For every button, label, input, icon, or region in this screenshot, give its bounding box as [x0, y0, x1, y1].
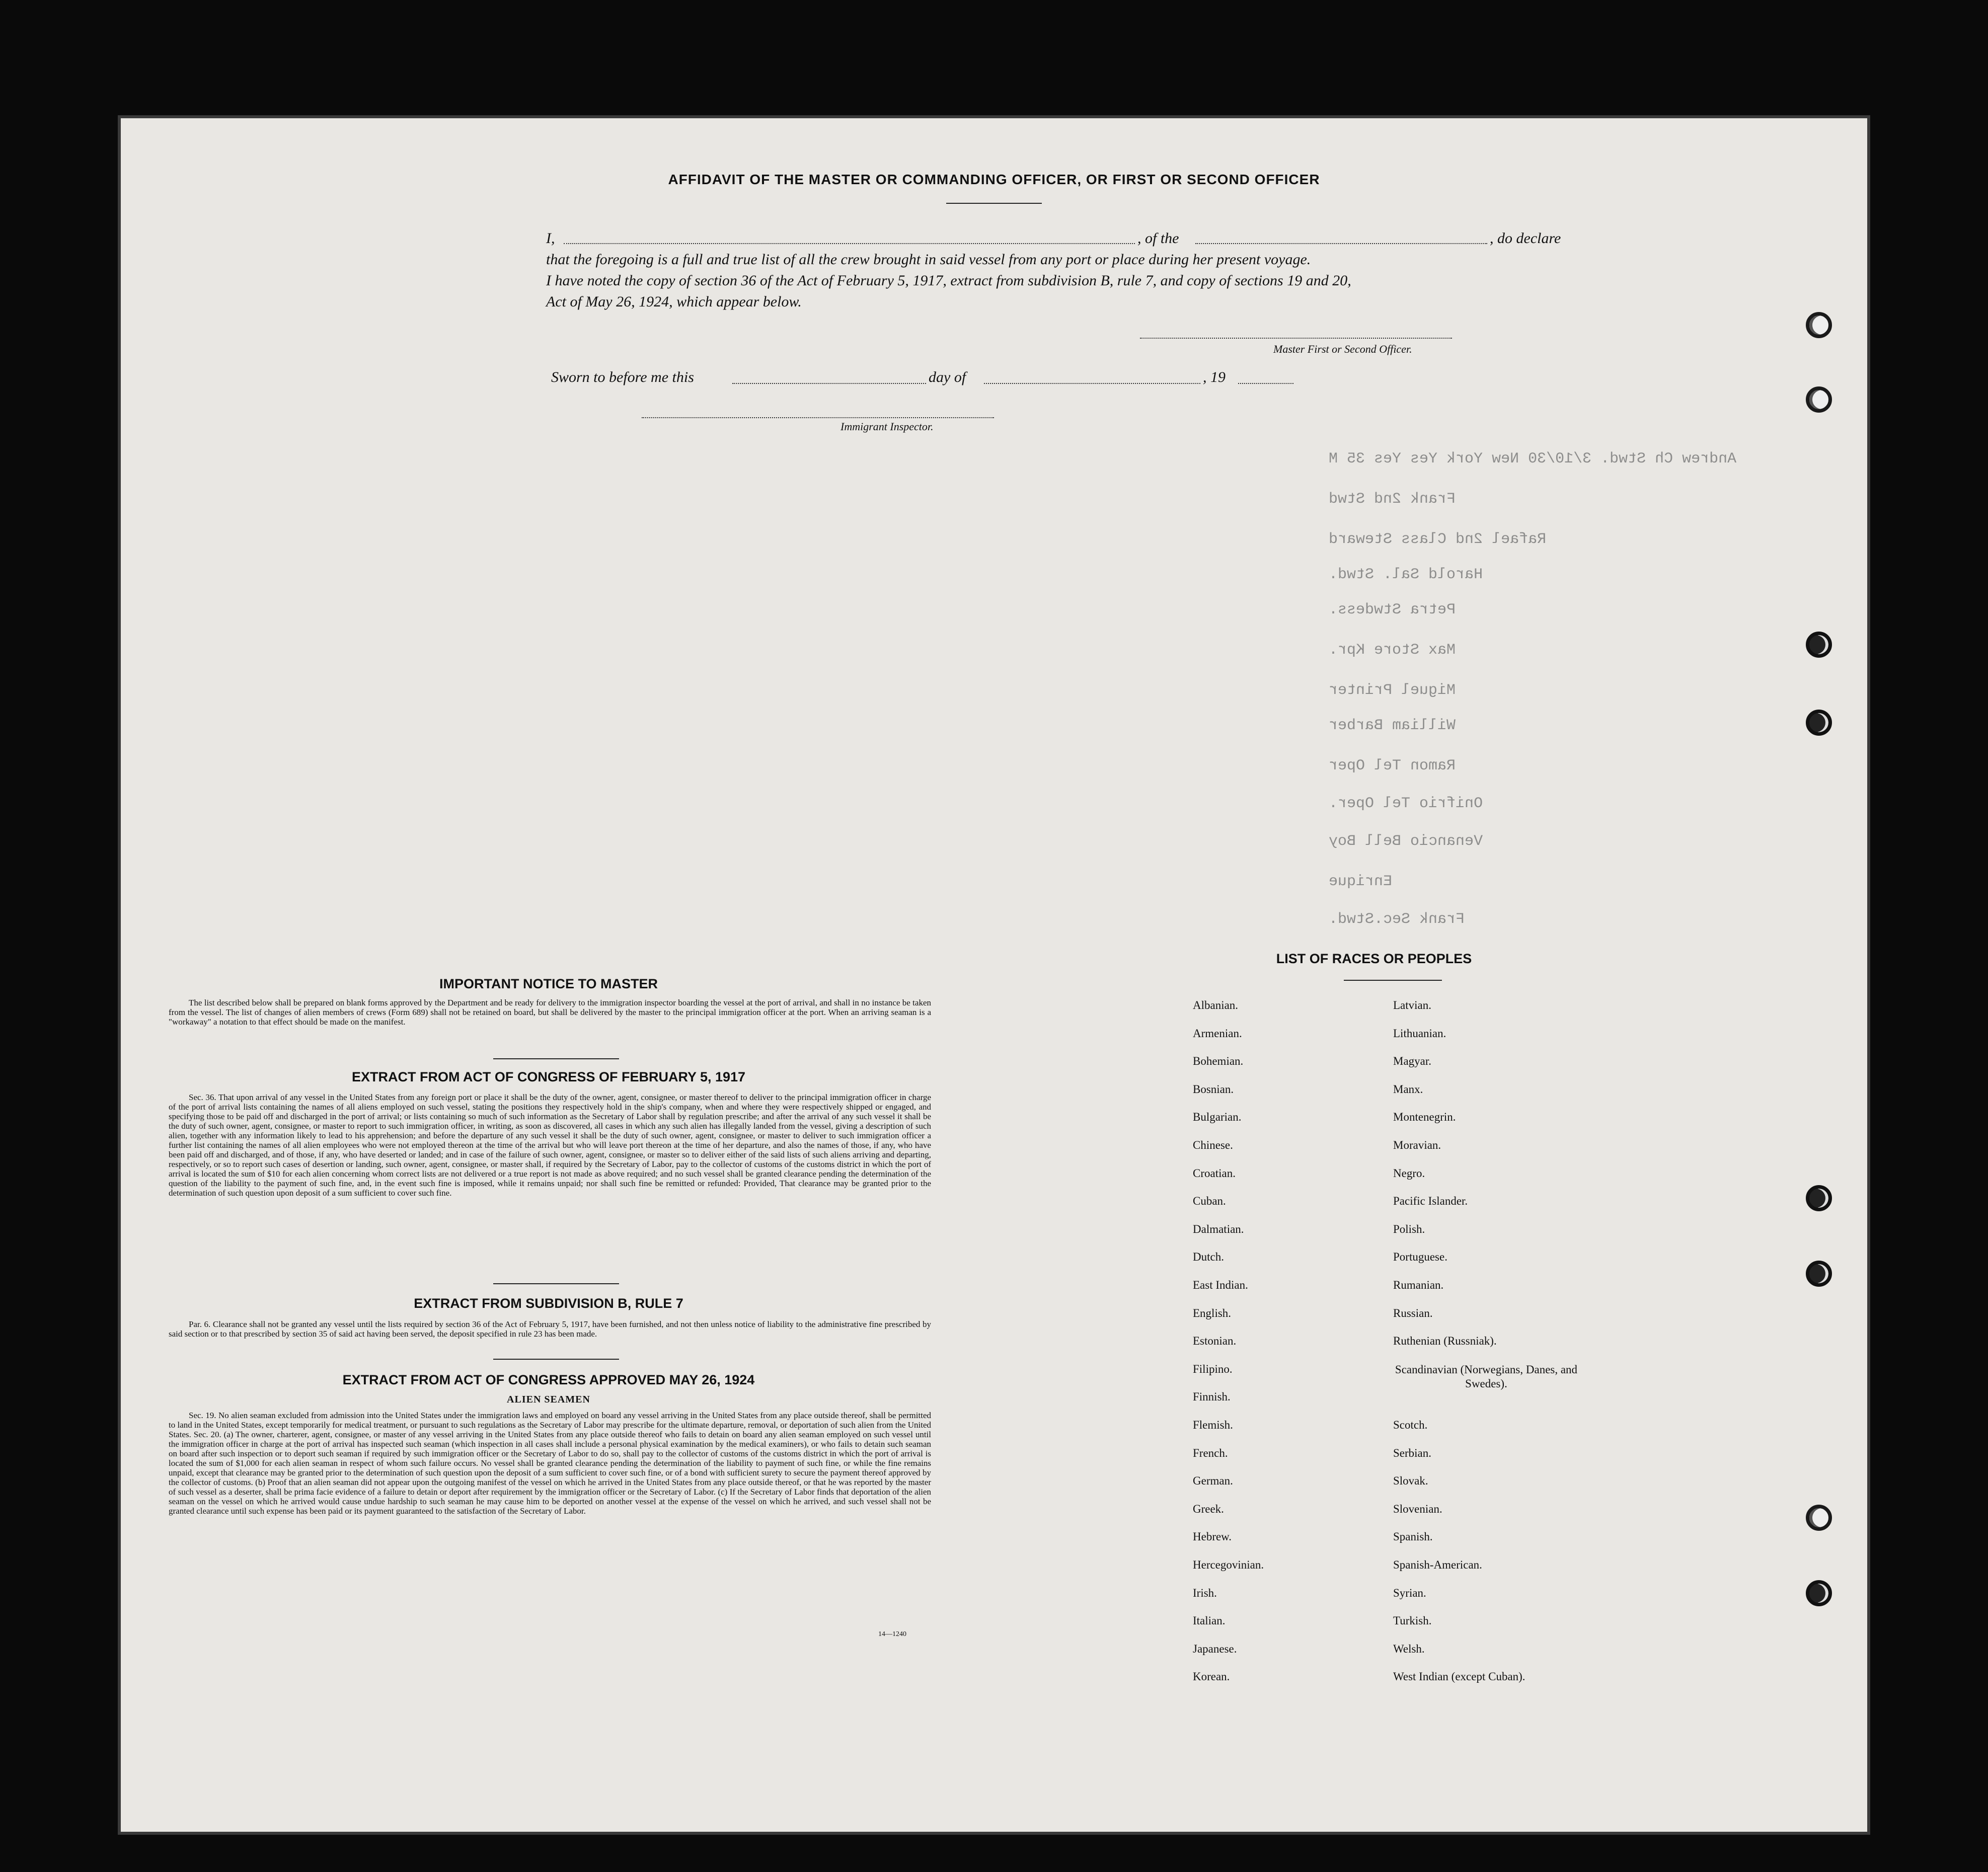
vessel-name-field[interactable]: [1195, 243, 1487, 244]
punch-hole: [1806, 312, 1832, 338]
affidavit-line-2: that the foregoing is a full and true list of all the crew brought in said vessel from any port or place during her present voyage.: [546, 251, 1311, 268]
race-item: Scandinavian (Norwegians, Danes, and Swedes).: [1395, 1363, 1578, 1390]
affidavit-line-4: Act of May 26, 1924, which appear below.: [546, 293, 802, 310]
race-item: Portuguese.: [1393, 1251, 1447, 1264]
punch-hole: [1806, 1185, 1832, 1211]
race-item: Syrian.: [1393, 1586, 1426, 1599]
master-signature-label: Master First or Second Officer.: [1273, 343, 1412, 355]
race-item: Croatian.: [1193, 1166, 1236, 1180]
extract-1917-body: Sec. 36. That upon arrival of any vessel in the United States from any foreign port or place it shall be the duty of the owner, agent, consignee, or master thereof to deliver to the principal immigration officer in charge of the port of arrival lists containing the names of all aliens employed on such vessel, stating the positions they respectively hold in the ship's company, when and where they were respectively shipped or engaged, and specifying those to be paid off and discharged in the port of arrival; or lists containing so much of such information as the Secretary of Labor shall by regulation prescribe; and after the arrival of any such vessel it shall be the duty of such owner, agent, consignee, or master to report to such immigration officer, in writing, as soon as discovered, all cases in which any such alien has illegally landed from the vessel, giving a description of such alien, together with any information likely to lead to his apprehension; and before the departure of any such vessel it shall be the duty of such owner, agent, consignee, or master to deliver to such immigration officer a further list containing the names of all alien employees who were not employed thereon at the time of the arrival but who will leave port thereon at the time of her departure, and also the names of those, if any, who have been paid off and discharged, and of those, if any, who have deserted or landed; and in case of the failure of such owner, agent, consignee, or master so to deliver either of the said lists of such aliens arriving and departing, respectively, or so to report such cases of desertion or landing, such owner, agent, consignee, or master shall, if required by the Secretary of Labor, pay to the collector of customs of the customs district in which the port of arrival is located the sum of $10 for each alien concerning whom correct lists are not delivered or a true report is not made as above required; and no such vessel shall be granted clearance pending the determination of the question of the liability to the payment of such fine, and, in the event such fine is imposed, while it remains unpaid; nor shall such fine be remitted or refunded: Provided, That clearance may be granted prior to the determination of such question upon deposit of a sum sufficient to cover such fine.: [169, 1093, 931, 1198]
race-item: Lithuanian.: [1393, 1027, 1446, 1040]
race-item: Italian.: [1193, 1614, 1226, 1627]
race-item: Scotch.: [1393, 1419, 1428, 1431]
race-item: Serbian.: [1393, 1446, 1432, 1459]
punch-hole: [1806, 1505, 1832, 1531]
race-item: German.: [1193, 1474, 1233, 1488]
race-item: Moravian.: [1393, 1139, 1441, 1151]
race-item: East Indian.: [1193, 1279, 1248, 1291]
notice-body: The list described below shall be prepared on blank forms approved by the Department and be ready for delivery to the immigration inspector boarding the vessel at the port of arrival, and shall in no instance be taken from the vessel. The list of changes of alien members of crews (Form 689) shall not be retained on board, but shall be delivered by the master to the principal immigration officer at the port. When an arriving seaman is a "workaway" a notation to that effect should be made on the manifest.: [169, 998, 931, 1027]
sworn-label: Sworn to before me this: [551, 369, 694, 385]
affidavit-line-3: I have noted the copy of section 36 of the Act of February 5, 1917, extract from subdivision B, rule 7, and copy of sections 19 and 20,: [546, 272, 1351, 289]
races-title: LIST OF RACES OR PEOPLES: [1276, 951, 1472, 966]
sworn-year-field[interactable]: [1238, 383, 1293, 384]
sworn-line: [551, 367, 1457, 390]
race-item: Slovak.: [1393, 1474, 1428, 1488]
race-item: Irish.: [1193, 1586, 1217, 1599]
race-item: Japanese.: [1193, 1642, 1237, 1655]
race-item: Slovenian.: [1393, 1502, 1442, 1515]
sworn-month-field[interactable]: [984, 383, 1200, 384]
extract-1924-subtitle: ALIEN SEAMEN: [507, 1394, 590, 1405]
race-item: Bohemian.: [1193, 1055, 1244, 1068]
rule-7-rule: [493, 1359, 619, 1360]
race-item: Korean.: [1193, 1670, 1230, 1683]
races-rule: [1344, 980, 1442, 981]
race-item: Bulgarian.: [1193, 1111, 1242, 1124]
race-item: Magyar.: [1393, 1055, 1432, 1068]
race-item: Chinese.: [1193, 1139, 1233, 1151]
affidavit-title: AFFIDAVIT OF THE MASTER OR COMMANDING OFFICER, OR FIRST OR SECOND OFFICER: [668, 172, 1320, 187]
race-item: Filipino.: [1193, 1362, 1233, 1375]
race-item: Latvian.: [1393, 999, 1431, 1011]
day-of-label: day of: [929, 369, 966, 385]
race-item: French.: [1193, 1446, 1228, 1459]
race-item: Negro.: [1393, 1166, 1425, 1180]
inspector-signature-field[interactable]: [642, 417, 994, 418]
title-rule: [946, 203, 1042, 204]
race-item: Hebrew.: [1193, 1530, 1232, 1543]
inspector-label: Immigrant Inspector.: [840, 420, 934, 433]
race-item: Welsh.: [1393, 1642, 1425, 1655]
race-item: Turkish.: [1393, 1614, 1432, 1627]
extract-1924-title: EXTRACT FROM ACT OF CONGRESS APPROVED MAY 26, 1924: [342, 1372, 755, 1387]
sworn-day-field[interactable]: [732, 383, 926, 384]
race-item: Pacific Islander.: [1393, 1195, 1468, 1208]
race-item: Dalmatian.: [1193, 1222, 1244, 1235]
affidavit-declare: , do declare: [1490, 230, 1561, 247]
race-item: English.: [1193, 1306, 1232, 1319]
affidavit-i: I,: [546, 230, 555, 247]
race-item: Flemish.: [1193, 1419, 1233, 1431]
master-signature-field[interactable]: [1140, 338, 1452, 339]
form-number: 14—1240: [878, 1630, 906, 1638]
race-item: Estonian.: [1193, 1335, 1237, 1348]
race-item: Rumanian.: [1393, 1279, 1444, 1291]
race-item: Dutch.: [1193, 1251, 1224, 1264]
notice-title: IMPORTANT NOTICE TO MASTER: [439, 976, 658, 991]
race-item: Ruthenian (Russniak).: [1393, 1335, 1497, 1348]
race-item: Bosnian.: [1193, 1082, 1234, 1096]
document-page: Andrew Ch Stwd. 3/10/30 New York Yes Yes 35 M Frank 2nd Stwd Rafael 2nd Class Steward Harold Sal. Stwd. Petra Stwdess. Max Store Kpr. Miguel Printer William Barber Ramon Tel Oper Onifrio Tel Oper. Venancio Bell Boy Enrique Frank Sec.Stwd. AFFIDAVIT OF THE MASTER OR COMMANDING OFFICER, OR FIRST OR SECOND OFFICER I, , of the , do declare that the foregoing is a full and true list of all the crew brought in said vessel from any port or place during her present voyage. I have noted the copy of section 36 of the Act of February 5, 1917, extract from subdivision B, rule 7, and copy of sections 19 and 20, Act of May 26, 1924, which appear below. Master First or Second Officer. Sworn to before me this day of , 19 Immigrant Inspector. IMPORTANT NOTICE TO MASTER The list described below shall be prepared on blank forms approved by the Department and be ready for delivery to the immigration inspector boarding the vessel at the port of arrival, and shall in no instance be taken from the vessel. The list of changes of alien members of crews (Form 689) shall not be retained on board, but shall be delivered by the master to the principal immigration officer at the port. When an arriving seaman is a "workaway" a notation to that effect should be made on the manifest. EXTRACT FROM ACT OF CONGRESS OF FEBRUARY 5, 1917 Sec. 36. That upon arrival of any vessel in the United States from any foreign port or place it shall be the duty of the owner, agent, consignee, or master thereof to deliver to the principal immigration officer in charge of the port of arrival lists containing the names of all aliens employed on such vessel, stating the positions they respectively hold in the ship's company, when and where they were respectively shipped or engaged, and specifying those to be paid off and discharged in the port of arrival; or lists containing so much of such information as the Secretary of Labor shall by regulation prescribe; and after the arrival of any such vessel it shall be the duty of such owner, agent, consignee, or master to report to such immigration officer, in writing, as soon as discovered, all cases in which any such alien has illegally landed from the vessel, giving a description of such alien, together with any information likely to lead to his apprehension; and before the departure of any such vessel it shall be the duty of such owner, agent, consignee, or master to deliver to such immigration officer a further list containing the names of all alien employees who were not employed thereon at the time of the arrival but who will leave port thereon at the time of her departure, and also the names of those, if any, who have been paid off and discharged, and of those, if any, who have deserted or landed; and in case of the failure of such owner, agent, consignee, or master so to deliver either of the said lists of such aliens arriving and departing, respectively, or so to report such cases of desertion or landing, such owner, agent, consignee, or master shall, if required by the Secretary of Labor, pay to the collector of customs of the customs district in which the port of arrival is located the sum of $10 for each alien concerning whom correct lists are not delivered or a true report is not made as above required; and no such vessel shall be granted clearance pending the determination of the question of the liability to the payment of such fine, and, in the event such fine is imposed, while it remains unpaid; nor shall such fine be remitted or refunded: Provided, That clearance may be granted prior to the determination of such question upon deposit of a sum sufficient to cover such fine. EXTRACT FROM SUBDIVISION B, RULE 7 Par. 6. Clearance shall not be granted any vessel until the lists required by section 36 of the Act of February 5, 1917, have been furnished, and not then unless notice of liability to the administrative fine prescribed by said section or to that prescribed by section 35 of said act having been served, the deposit specified in rule 23 has been made. EXTRACT FROM ACT OF CONGRESS APPROVED MAY 26, 1924 ALIEN SEAMEN Sec. 19. No alien seaman excluded from admission into the United States under the immigration laws and employed on board any vessel arriving in the United States from any place outside thereof, shall be permitted to land in the United States, except temporarily for medical treatment, or pursuant to such regulations as the Secretary of Labor may prescribe for the ultimate departure, removal, or deportation of such alien from the United States. Sec. 20. (a) The owner, charterer, agent, consignee, or master of any vessel arriving in the United States from any place outside thereof who fails to detain on board any alien seaman employed on such vessel until the immigration officer in charge at the port of arrival has inspected such seaman (which inspection in all cases shall include a personal physical examination by the medical examiners), or who fails to detain such seaman on board after such inspection or to deport such seaman if required by such immigration officer or the Secretary of Labor to do so, shall pay to the collector of customs of the customs district in which the port of arrival is located the sum of $1,000 for each alien seaman in respect of whom such failure occurs. No vessel shall be granted clearance pending the determination of the liability to payment of such fine, or while the fine remains unpaid, except that clearance may be granted prior to the determination of such question upon the deposit of a sum sufficient to cover such fine, or of a bond with sufficient surety to secure the payment thereof approved by the collector of customs. (b) Proof that an alien seaman did not appear upon the outgoing manifest of the vessel on which he arrived in the United States from any place outside thereof, or that he was reported by the master of such vessel as a deserter, shall be prima facie evidence of a failure to detain or deport after requirement by the immigration officer or the Secretary of Labor. (c) If the Secretary of Labor finds that deportation of the alien seaman on the vessel on which he arrived would cause undue hardship to such seaman he may cause him to be deported on another vessel at the expense of the vessel on which he arrived, and such vessel shall not be granted clearance until such expense has been paid or its payment guaranteed to the satisfaction of the Secretary of Labor. 14—1240 LIST OF RACES OR PEOPLES Albanian. Armenian. Bohemian. Bosnian. Bulgarian. Chinese. Croatian. Cuban. Dalmatian. Dutch. East Indian. English. Estonian. Filipino. Finnish. Flemish. French. German. Greek. Hebrew. Hercegovinian. Irish. Italian. Japanese. Korean. Latvian. Lithuanian. Magyar. Manx. Montenegrin. Moravian. Negro. Pacific Islander. Polish. Portuguese. Rumanian. Russian. Ruthenian (Russniak). Scandinavian (Norwegians, Danes, and Swedes). Scotch. Serbian. Slovak. Slovenian. Spanish. Spanish-American. Syrian. Turkish. Welsh. West Indian (except Cuban).: [121, 118, 1867, 1832]
affidavit-text: [546, 228, 1603, 313]
punch-hole: [1806, 710, 1832, 736]
extract-1917-title: EXTRACT FROM ACT OF CONGRESS OF FEBRUARY 5, 1917: [351, 1069, 746, 1084]
race-item: Albanian.: [1193, 999, 1239, 1011]
affidavit-of: , of the: [1137, 230, 1179, 247]
race-item: Russian.: [1393, 1306, 1433, 1319]
extract-1924-body: Sec. 19. No alien seaman excluded from admission into the United States under the immigration laws and employed on board any vessel arriving in the United States from any place outside thereof, shall be permitted to land in the United States, except temporarily for medical treatment, or pursuant to such regulations as the Secretary of Labor may prescribe for the ultimate departure, removal, or deportation of such alien from the United States. Sec. 20. (a) The owner, charterer, agent, consignee, or master of any vessel arriving in the United States from any place outside thereof who fails to detain on board any alien seaman employed on such vessel until the immigration officer in charge at the port of arrival has inspected such seaman (which inspection in all cases shall include a personal physical examination by the medical examiners), or who fails to detain such seaman on board after such inspection or to deport such seaman if required by such immigration officer or the Secretary of Labor to do so, shall pay to the collector of customs of the customs district in which the port of arrival is located the sum of $1,000 for each alien seaman in respect of whom such failure occurs. No vessel shall be granted clearance pending the determination of the liability to payment of such fine, or while the fine remains unpaid, except that clearance may be granted prior to the determination of such question upon the deposit of a sum sufficient to cover such fine, or of a bond with sufficient surety to secure the payment thereof approved by the collector of customs. (b) Proof that an alien seaman did not appear upon the outgoing manifest of the vessel on which he arrived in the United States from any place outside thereof, or that he was reported by the master of such vessel as a deserter, shall be prima facie evidence of a failure to detain or deport after requirement by the immigration officer or the Secretary of Labor. (c) If the Secretary of Labor finds that deportation of the alien seaman on the vessel on which he arrived would cause undue hardship to such seaman he may cause him to be deported on another vessel at the expense of the vessel on which he arrived, and such vessel shall not be granted clearance until such expense has been paid or its payment guaranteed to the satisfaction of the Secretary of Labor.: [169, 1411, 931, 1516]
race-item: Spanish.: [1393, 1530, 1433, 1543]
punch-hole: [1806, 386, 1832, 413]
race-item: Montenegrin.: [1393, 1111, 1456, 1124]
punch-hole: [1806, 632, 1832, 658]
race-item: Cuban.: [1193, 1195, 1226, 1208]
year-label: , 19: [1203, 369, 1226, 385]
race-item: West Indian (except Cuban).: [1393, 1670, 1525, 1683]
punch-hole: [1806, 1580, 1832, 1606]
extract-1917-rule: [493, 1283, 619, 1284]
rule-7-body: Par. 6. Clearance shall not be granted any vessel until the lists required by section 36 of the Act of February 5, 1917, have been furnished, and not then unless notice of liability to the administrative fine prescribed by said section or to that prescribed by section 35 of said act having been served, the deposit specified in rule 23 has been made.: [169, 1319, 931, 1339]
race-item: Spanish-American.: [1393, 1558, 1482, 1571]
rule-7-title: EXTRACT FROM SUBDIVISION B, RULE 7: [414, 1296, 683, 1311]
notice-rule: [493, 1058, 619, 1059]
race-item: Polish.: [1393, 1222, 1425, 1235]
race-item: Hercegovinian.: [1193, 1558, 1264, 1571]
race-item: Greek.: [1193, 1502, 1224, 1515]
master-name-field[interactable]: [564, 243, 1135, 244]
race-item: Armenian.: [1193, 1027, 1242, 1040]
race-item: Finnish.: [1193, 1390, 1231, 1403]
race-item: Manx.: [1393, 1082, 1423, 1096]
punch-hole: [1806, 1261, 1832, 1287]
